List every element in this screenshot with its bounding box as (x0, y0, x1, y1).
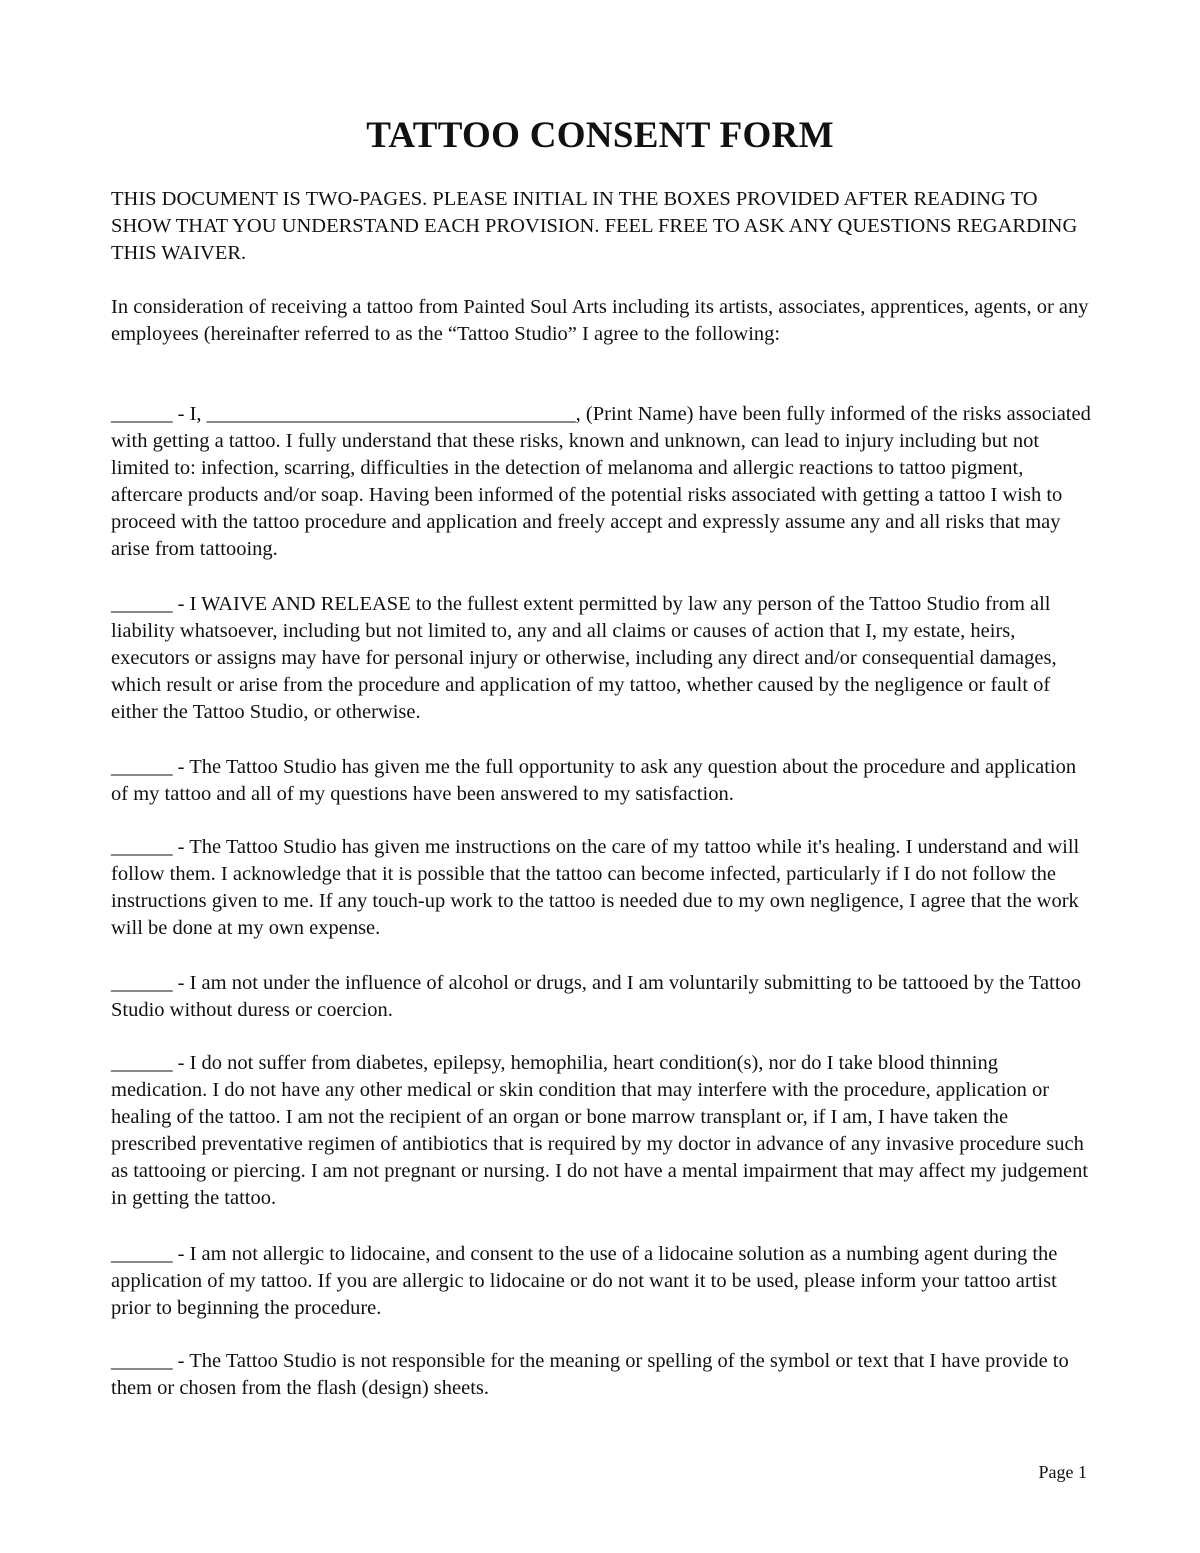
initial-blank[interactable]: ______ (111, 1052, 173, 1074)
provision-medical (111, 1050, 1091, 1212)
intro-paragraph: In consideration of receiving a tattoo from Painted Soul Arts including its artists, associates, apprentices, agents, or any employees (hereinafter referred to as the “Tattoo Studio” I agree to the following: (111, 296, 1089, 345)
provision-risks (111, 401, 1091, 563)
provision-questions (111, 754, 1091, 808)
initial-blank[interactable]: ______ (111, 1243, 173, 1265)
provision-text: - I do not suffer from diabetes, epilepsy, hemophilia, heart condition(s), nor do I take blood thinning medication. I do not have any other medical or skin condition that may interfere with the procedure, application or healing of the tattoo. I am not the recipient of an organ or bone marrow transplant or, if I am, I have taken the prescribed preventative regimen of antibiotics that is required by my doctor in advance of any invasive procedure such as tattooing or piercing. I am not pregnant or nursing. I do not have a mental impairment that may affect my judgement in getting the tattoo. (111, 1052, 1089, 1209)
provision-text: - I am not under the influence of alcohol or drugs, and I am voluntarily submitting to be tattooed by the Tattoo Studio without duress or coercion. (111, 972, 1082, 1021)
initial-blank[interactable]: ______ (111, 972, 173, 994)
document-title: TATTOO CONSENT FORM (366, 115, 834, 156)
provision-text: - The Tattoo Studio has given me the full opportunity to ask any question about the procedure and application of my tattoo and all of my questions have been answered to my satisfaction. (111, 756, 1077, 805)
page-number: Page 1 (1038, 1462, 1087, 1482)
initial-blank[interactable]: ______ (111, 593, 173, 615)
provision-sobriety (111, 970, 1091, 1024)
instructions-notice: THIS DOCUMENT IS TWO-PAGES. PLEASE INITIAL IN THE BOXES PROVIDED AFTER READING TO SHOW THAT YOU UNDERSTAND EACH PROVISION. FEEL FREE TO ASK ANY QUESTIONS REGARDING THIS WAIVER. (111, 188, 1078, 264)
initial-blank[interactable]: ______ (111, 836, 173, 858)
initial-blank[interactable]: ______ (111, 1350, 173, 1372)
provision-text: - I am not allergic to lidocaine, and consent to the use of a lidocaine solution as a numbing agent during the application of my tattoo. If you are allergic to lidocaine or do not want it to be used, please inform your tattoo artist prior to beginning the procedure. (111, 1243, 1058, 1319)
provision-design-responsibility (111, 1348, 1091, 1402)
provision-text: - The Tattoo Studio is not responsible for the meaning or spelling of the symbol or text that I have provide to them or chosen from the flash (design) sheets. (111, 1350, 1069, 1399)
provision-waiver-release (111, 591, 1091, 726)
provision-aftercare (111, 834, 1091, 942)
provision-text: - I, ____________________________________, (Print Name) have been fully informed of the risks associated with getting a tattoo. I fully understand that these risks, known and unknown, can lead to injury including but not limited to: infection, scarring, difficulties in the detection of melanoma and allergic reactions to tattoo pigment, aftercare products and/or soap. Having been informed of the potential risks associated with getting a tattoo I wish to proceed with the tattoo procedure and application and freely accept and expressly assume any and all risks that may arise from tattooing. (111, 403, 1091, 560)
initial-blank[interactable]: ______ (111, 403, 173, 425)
provision-text: - I WAIVE AND RELEASE to the fullest extent permitted by law any person of the Tattoo Studio from all liability whatsoever, including but not limited to, any and all claims or causes of action that I, my estate, heirs, executors or assigns may have for personal injury or otherwise, including any direct and/or consequential damages, which result or arise from the procedure and application of my tattoo, whether caused by the negligence or fault of either the Tattoo Studio, or otherwise. (111, 593, 1057, 723)
provision-lidocaine (111, 1241, 1091, 1322)
provision-text: - The Tattoo Studio has given me instructions on the care of my tattoo while it's healing. I understand and will follow them. I acknowledge that it is possible that the tattoo can become infected, particularly if I do not follow the instructions given to me. If any touch-up work to the tattoo is needed due to my own negligence, I agree that the work will be done at my own expense. (111, 836, 1080, 939)
initial-blank[interactable]: ______ (111, 756, 173, 778)
